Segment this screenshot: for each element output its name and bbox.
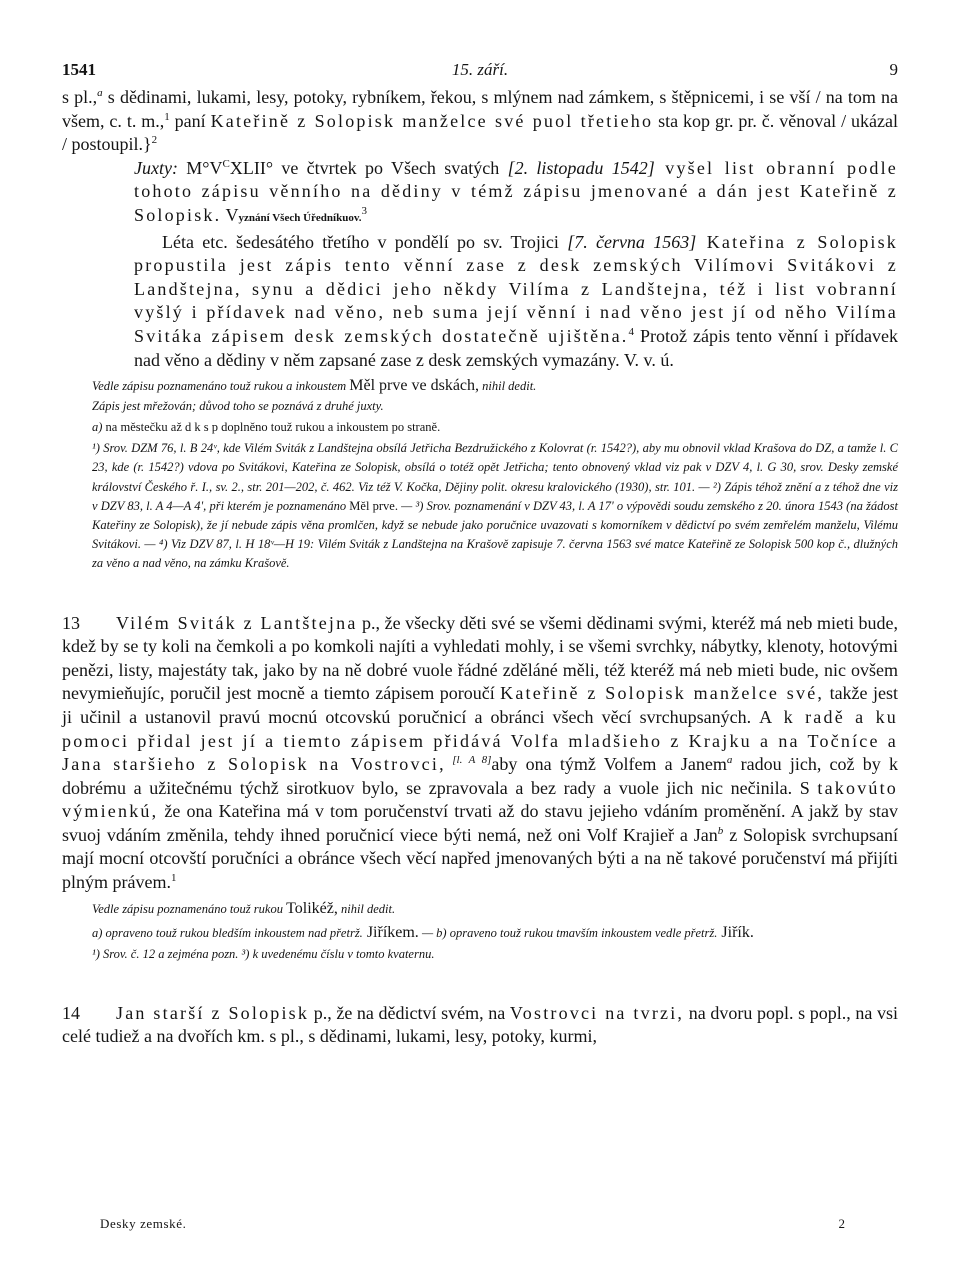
header-year: 1541 [62, 60, 96, 79]
entry-paragraph: 13 Vilém Sviták z Lantštejna p., že všecky děti své se všemi dědinami svými, kteréž má neb mieti bude, kdež by se ty koli na čemkoli a po komkoli najíti a vyhledati mohly, i se všemi svrchky, nábytky, klenoty, hotovými penězi, listy, majestáty tak, jako by na ně dobré vuole řádné zděláné měli, též kteréž má neb mieti bude, nic ovšem nevymieňujíc, poručil jest mocně a tiemto zápisem poroučí Kateřině z Solopisk manželce své, takže jest ji učinil a ustanovil pravú mocnú otcovskú poručnicí a obránci všech věcí svrchupsaných. A k radě a ku pomoci přidal jest jí a tiemto zápisem přidává Volfa mladšieho z Krajku a na Točníce a Jana staršieho z Solopisk na Vostrovci, [l. A 8]aby ona týmž Volfem a Janem$^a$ radou jich, což by k dobrému a užitečnému týchž sirotkuov bylo, se zpravovala a bez rady a vuole jich nic nečinila. S takovúto výmienkú, že ona Kateřina má v tom poručenství trvati až do stavu jejieho vdáním proměnění. A jakž by stav svuoj vdáním změnila, tehdy ihned poručnicí viece býti nemá, než oni Volf Krajieř a Jan$^b$ z Solopisk svrchupsaní mají mocní otcovští poručníci a obránce všech věcí napřed jmenovaných býti a na ně takové poručenství má přijíti plným právem.$^1$ [62, 612, 899, 893]
document-page [62, 60, 898, 1049]
juxty-paragraph: Juxty: $M^\circ V^CXLII^\circ$ ve čtvrtek po Všech svatých [2. listopadu 1542] vyšel list obranní podle tohoto zápisu věnního na dědiny v témž zápisu jmenované a dán jest Kateřině z Solopisk. Vyznání Všech Úředníkuov.$^3$ [134, 157, 898, 225]
marginal-note: Zápis jest mřežován; důvod toho se poznává z druhé juxty. [92, 399, 384, 414]
entry-13 [62, 612, 898, 964]
entry-paragraph: 14 Jan starší z Solopisk p., že na dědictví svém, na Vostrovci na tvrzi, na dvoru popl. s popl., na vsi celé tudiež a na dvořích km. s pl., s dědinami, lukami, lesy, potoky, kurmi, [62, 1002, 898, 1047]
leta-paragraph: Léta etc. šedesátého třetího v pondělí po sv. Trojici [7. června 1563] Kateřina z Solopisk propustila jest zápis tento věnní zase z desk zemských Vilímovi Svitákovi z Landštejna, synu a dědici jeho někdy Vilíma z Landštejna, též i list vobranní vyšlý i přídavek nad věno, neb suma její věnní i nad věno jest jí od něho Vilíma Svitáka zápisem desk zemských dostatečně ujištěna.$^4$ Protož zápis tento věnní i přídavek nad věno a dědiny v něm zapsané zase z desk zemských vymazány. V. v. ú. [134, 231, 898, 370]
paragraph: s pl.,$^a$ s dědinami, lukami, lesy, potoky, rybníkem, řekou, s mlýnem nad zámkem, s štěpnicemi, i se vší / na tom na všem, c. t. m.,$^1$ paní Kateřině z Solopisk manželce své puol třetieho sta kop gr. pr. č. věnoval / ukázal / postoupil.}$^2$ [62, 87, 898, 155]
entry-number: 14 [62, 1002, 80, 1023]
textual-note: a) na městečku až d k s p doplněno touž rukou a inkoustem po straně. [92, 420, 441, 435]
entry-14 [62, 1002, 898, 1049]
header-date: 15. září. [451, 60, 509, 79]
footnotes: ¹) Srov. DZM 76, l. B 24ᵛ, kde Vilém Sviták z Landštejna obsílá Jetřicha Bezdružického z Kolovrat (r. 1542?), aby mu obnovil vklad Krašova do DZ, a tamže l. C 23, kde (r. 1542?) vdova po Svitákovi, Kateřina ze Solopisk, obsílá o totéž opět Jetřicha; tento obnovený vklad viz pak v DZV 4, l. G 30, srov. Desky zemské království Českého ř. I., sv. 2., str. 201—202, č. 462. Viz též V. Kočka, Dějiny polit. okresu kralovického (1930), str. 101. — ²) Zápis téhož znění a z téhož dne viz v DZV 83, l. A 4—A 4', při kterém je poznamenáno Měl prve. — ³) Srov. poznamenání v DZV 43, l. A 17' o výpovědi soudu zemského z 20. února 1543 (na žádost Kateřiny ze Solopisk), že jí nebude zápis věna promlčen, když se nebude jako poručnice uvazovati s komorníkem v dědictví po svém zemřelém manželu, Vilému Svitákovi. — ⁴) Viz DZV 87, l. H 18ᵛ—H 19: Vilém Sviták z Landštejna na Krašově zapisuje 7. června 1563 své matce Kateřině ze Solopisk 500 kop č., dlužných za věno a nad věno, na zámku Krašově. [92, 441, 898, 571]
footnotes: ¹) Srov. č. 12 a zejména pozn. ³) k uvedenému číslu v tomto kvaternu. [92, 946, 435, 961]
entry-12-continuation [62, 86, 898, 574]
juxty-block [62, 157, 898, 372]
marginal-note: Vedle zápisu poznamenáno touž rukou a inkoustem Měl prve ve dskách, nihil dedit. [92, 377, 537, 395]
page-header [62, 60, 898, 86]
header-page-number: 9 [889, 60, 898, 79]
footer-sheet-number: 2 [838, 1216, 845, 1231]
marginal-note: Vedle zápisu poznamenáno touž rukou Tolikéž, nihil dedit. [92, 899, 396, 917]
footer-signature: Desky zemské. [100, 1216, 187, 1231]
entry-number: 13 [62, 612, 80, 633]
textual-note: a) opraveno touž rukou bledším inkoustem nad přetrž. Jiříkem. — b) opraveno touž rukou tmavším inkoustem vedle přetrž. Jiřík. [92, 923, 754, 941]
